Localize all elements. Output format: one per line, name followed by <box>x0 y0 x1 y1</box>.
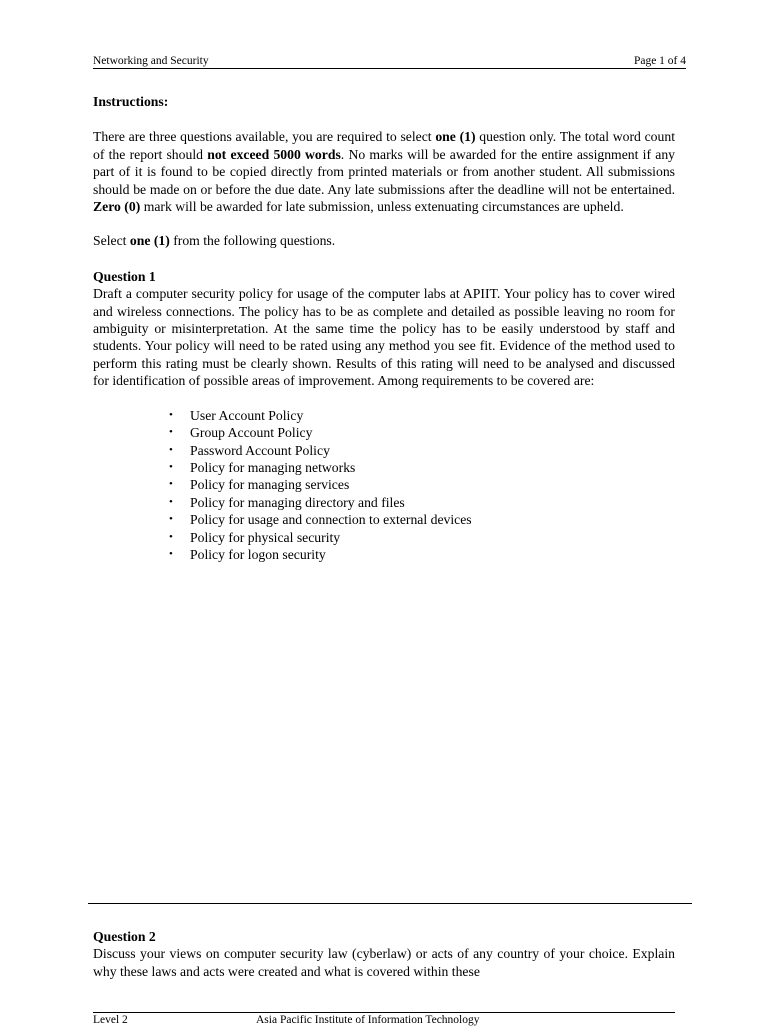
question-2-body: Discuss your views on computer security law (cyberlaw) or acts of any country of your choice. Explain why these laws and acts were created and what is covered within these <box>93 946 675 979</box>
footer-divider <box>93 1012 675 1013</box>
bullet-icon: • <box>169 426 173 439</box>
bold-run: Zero (0) <box>93 199 141 215</box>
page-footer <box>93 1014 675 1026</box>
text-run: There are three questions available, you are required to select <box>93 129 436 145</box>
bold-run: one (1) <box>435 129 476 145</box>
list-item <box>169 407 675 424</box>
list-item-label: Password Account Policy <box>190 442 330 458</box>
list-item <box>169 459 675 476</box>
next-page-content <box>93 928 675 980</box>
text-run: Select <box>93 233 130 249</box>
list-item <box>169 529 675 546</box>
page-content <box>93 93 675 563</box>
text-run: . No marks will be awarded for the entire assignment if any part of it is found to be copied directly from printed materials or from another student. All submissions should be made on or before the due date. Any late submissions after the deadline will not be entertained. <box>93 146 676 197</box>
question-1-body: Draft a computer security policy for usage of the computer labs at APIIT. Your policy has to cover wired and wireless connections. The policy has to be as complete and detailed as possible leaving no room for ambiguity or misinterpretation. At the same time the policy has to be easily understood by staff and students. Your policy will need to be rated using any method you see fit. Evidence of the method used to perform this rating must be clearly shown. Results of this rating will need to be analysed and discussed for identification of possible areas of improvement. Among requirements to be covered are: <box>93 286 675 389</box>
bullet-icon: • <box>169 513 173 526</box>
instructions-heading: Instructions: <box>93 94 169 109</box>
page-break-divider <box>88 903 692 904</box>
text-run: mark will be awarded for late submission, unless extenuating circumstances are upheld. <box>140 199 624 215</box>
page-header <box>93 55 686 69</box>
question-2-heading: Question 2 <box>93 929 156 944</box>
list-item <box>169 424 675 441</box>
bullet-icon: • <box>169 478 173 491</box>
list-item-label: Policy for managing networks <box>190 459 356 475</box>
bullet-icon: • <box>169 495 173 508</box>
bullet-icon: • <box>169 460 173 473</box>
bullet-icon: • <box>169 547 173 560</box>
list-item-label: User Account Policy <box>190 407 304 423</box>
text-run: from the following questions. <box>169 233 336 249</box>
course-title: Networking and Security <box>93 55 209 67</box>
bullet-icon: • <box>169 530 173 543</box>
bullet-icon: • <box>169 443 173 456</box>
list-item-label: Policy for usage and connection to external devices <box>190 512 472 528</box>
list-item-label: Policy for managing services <box>190 477 350 493</box>
list-item-label: Policy for physical security <box>190 529 341 545</box>
bold-run: not exceed 5000 words <box>207 146 341 162</box>
instructions-paragraph <box>93 128 675 215</box>
page-number: Page 1 of 4 <box>633 55 686 67</box>
question-1-heading: Question 1 <box>93 268 156 284</box>
list-item-label: Group Account Policy <box>190 425 313 441</box>
list-item <box>169 494 675 511</box>
text-run: question only. The total word count of the report should <box>93 129 675 162</box>
list-item <box>169 511 675 528</box>
bold-run: one (1) <box>129 233 170 249</box>
footer-level: Level 2 <box>93 1014 128 1026</box>
requirements-list <box>93 407 675 564</box>
list-item-label: Policy for managing directory and files <box>190 494 405 510</box>
footer-institution: Asia Pacific Institute of Information Technology <box>256 1014 480 1026</box>
list-item <box>169 442 675 459</box>
list-item <box>169 546 675 563</box>
list-item-label: Policy for logon security <box>190 546 326 562</box>
bullet-icon: • <box>169 408 173 421</box>
select-instruction <box>93 232 675 249</box>
list-item <box>169 476 675 493</box>
